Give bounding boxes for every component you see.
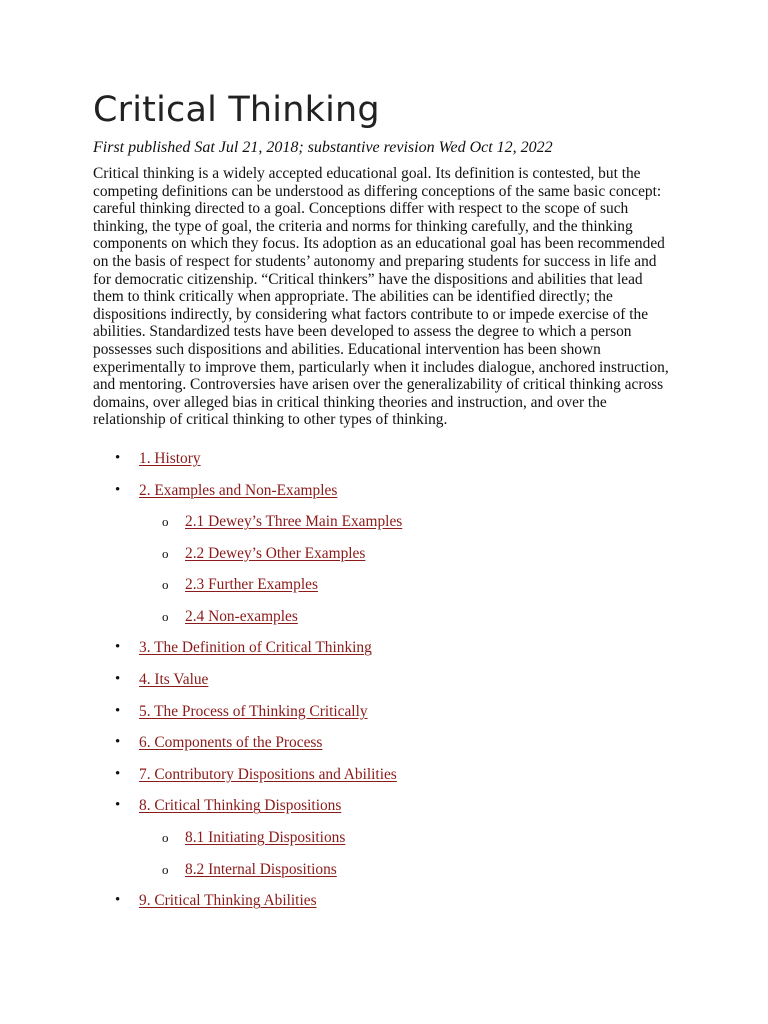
toc-subitem [93,506,675,538]
toc-item [93,443,675,475]
abstract-paragraph: Critical thinking is a widely accepted educational goal. Its definition is contested, but the competing definitions can be understood as differing conceptions of the same basic concept: careful thinking directed to a goal. Conceptions differ with respect to the scope of such thinking, the type of goal, the criteria and norms for thinking carefully, and the thinking components on which they focus. Its adoption as an educational goal has been recommended on the basis of respect for students’ autonomy and preparing students for success in life and for democratic citizenship. “Critical thinkers” have the dispositions and abilities that lead them to think critically when appropriate. The abilities can be identified directly; the dispositions indirectly, by considering what factors contribute to or impede exercise of the abilities. Standardized tests have been developed to assess the degree to which a person possesses such dispositions and abilities. Educational intervention has been shown experimentally to improve them, particularly when it includes dialogue, anchored instruction, and mentoring. Controversies have arisen over the generalizability of critical thinking across domains, over alleged bias in critical thinking theories and instruction, and over the relationship of critical thinking to other types of thinking. [93,165,669,429]
toc-item [93,696,675,728]
toc-link-history[interactable]: 1. History [139,449,201,467]
toc-link-dewey-three-main[interactable]: 2.1 Dewey’s Three Main Examples [185,513,403,531]
page-title: Critical Thinking [93,90,380,130]
circle-bullet-icon: o [162,514,169,530]
toc-item [93,790,675,822]
bullet-icon: • [115,797,121,814]
toc-link-process[interactable]: 5. The Process of Thinking Critically [139,702,368,720]
toc-link-components[interactable]: 6. Components of the Process [139,734,323,752]
circle-bullet-icon: o [162,545,169,561]
toc-link-non-examples[interactable]: 2.4 Non-examples [185,607,298,625]
toc-subitem [93,538,675,570]
bullet-icon: • [115,639,121,656]
toc-link-examples[interactable]: 2. Examples and Non-Examples [139,481,338,499]
toc-link-further-examples[interactable]: 2.3 Further Examples [185,576,318,594]
bullet-icon: • [115,892,121,909]
circle-bullet-icon: o [162,608,169,624]
toc-link-contributory[interactable]: 7. Contributory Dispositions and Abilities [139,765,397,783]
toc-link-internal-dispositions[interactable]: 8.2 Internal Dispositions [185,860,337,878]
bullet-icon: • [115,671,121,688]
circle-bullet-icon: o [162,830,169,846]
publication-info: First published Sat Jul 21, 2018; substantive revision Wed Oct 12, 2022 [93,139,553,156]
toc-item [93,759,675,791]
toc-subitem [93,601,675,633]
toc-subitem [93,569,675,601]
bullet-icon: • [115,481,121,498]
bullet-icon: • [115,765,121,782]
toc-link-dispositions[interactable]: 8. Critical Thinking Dispositions [139,797,342,815]
bullet-icon: • [115,734,121,751]
toc-item [93,727,675,759]
bullet-icon: • [115,702,121,719]
toc-link-value[interactable]: 4. Its Value [139,671,209,689]
toc-link-initiating-dispositions[interactable]: 8.1 Initiating Dispositions [185,829,346,847]
toc-subitem [93,822,675,854]
bullet-icon: • [115,449,121,466]
article [93,88,675,917]
toc-link-dewey-other[interactable]: 2.2 Dewey’s Other Examples [185,544,366,562]
circle-bullet-icon: o [162,577,169,593]
toc-link-abilities[interactable]: 9. Critical Thinking Abilities [139,892,317,910]
table-of-contents [93,443,675,917]
toc-item [93,632,675,664]
toc-subitem [93,854,675,886]
toc-link-definition[interactable]: 3. The Definition of Critical Thinking [139,639,372,657]
toc-item [93,664,675,696]
toc-item [93,475,675,507]
toc-item [93,885,675,917]
circle-bullet-icon: o [162,861,169,877]
